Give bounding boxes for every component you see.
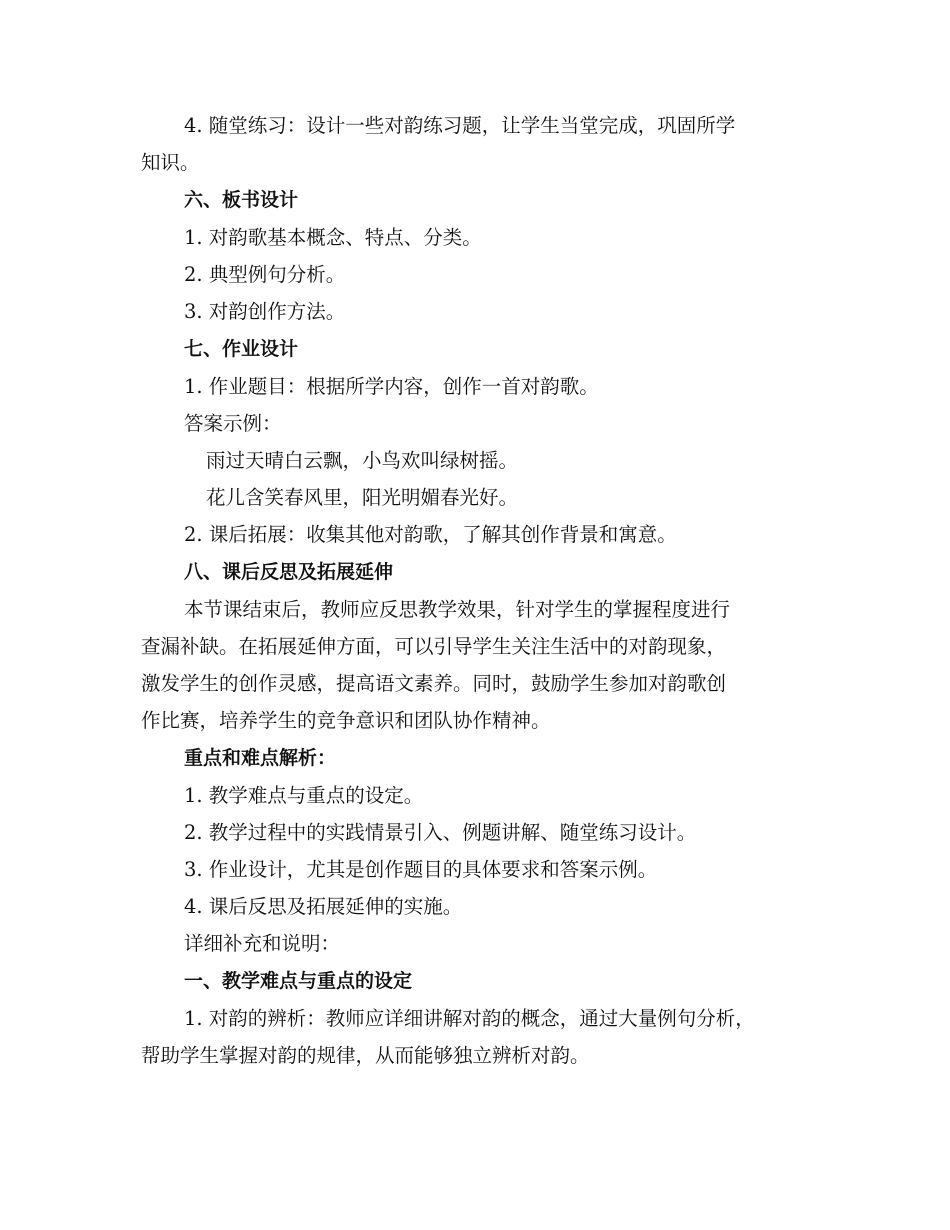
key-point-item-4: 4. 课后反思及拓展延伸的实施。	[184, 895, 463, 918]
key-point-item-3: 3. 作业设计，尤其是创作题目的具体要求和答案示例。	[184, 858, 658, 881]
answer-example-label: 答案示例：	[184, 412, 282, 435]
practice-item-4: 4. 随堂练习：设计一些对韵练习题，让学生当堂完成，巩固所学	[184, 114, 736, 137]
reflection-paragraph-line-3: 激发学生的创作灵感，提高语文素养。同时，鼓励学生参加对韵歌创	[141, 672, 727, 695]
key-point-item-1: 1. 教学难点与重点的设定。	[184, 784, 424, 807]
supplement-label: 详细补充和说明：	[184, 932, 341, 955]
difficulty-item-1: 1. 对韵的辨析：教师应详细讲解对韵的概念，通过大量例句分析，	[184, 1007, 755, 1030]
section-heading-difficulty-setting: 一、教学难点与重点的设定	[184, 970, 413, 992]
homework-item-1: 1. 作业题目：根据所学内容，创作一首对韵歌。	[184, 375, 599, 398]
key-point-item-2: 2. 教学过程中的实践情景引入、例题讲解、随堂练习设计。	[184, 821, 697, 844]
homework-item-2: 2. 课后拓展：收集其他对韵歌，了解其创作背景和寓意。	[184, 523, 677, 546]
section-heading-homework-design: 七、作业设计	[184, 338, 299, 360]
practice-item-4-continued: 知识。	[141, 151, 200, 174]
section-heading-reflection: 八、课后反思及拓展延伸	[184, 561, 394, 583]
blackboard-item-1: 1. 对韵歌基本概念、特点、分类。	[184, 226, 482, 249]
example-verse-line-2: 花儿含笑春风里，阳光明媚春光好。	[206, 486, 519, 509]
difficulty-item-1-continued: 帮助学生掌握对韵的规律，从而能够独立辨析对韵。	[141, 1044, 590, 1067]
blackboard-item-3: 3. 对韵创作方法。	[184, 300, 346, 323]
blackboard-item-2: 2. 典型例句分析。	[184, 263, 346, 286]
reflection-paragraph-line-4: 作比赛，培养学生的竞争意识和团队协作精神。	[141, 709, 551, 732]
section-heading-blackboard-design: 六、板书设计	[184, 189, 299, 211]
section-heading-key-points: 重点和难点解析：	[184, 747, 337, 769]
example-verse-line-1: 雨过天晴白云飘，小鸟欢叫绿树摇。	[206, 449, 519, 472]
reflection-paragraph-line-1: 本节课结束后，教师应反思教学效果，针对学生的掌握程度进行	[184, 598, 731, 621]
reflection-paragraph-line-2: 查漏补缺。在拓展延伸方面，可以引导学生关注生活中的对韵现象，	[141, 635, 727, 658]
